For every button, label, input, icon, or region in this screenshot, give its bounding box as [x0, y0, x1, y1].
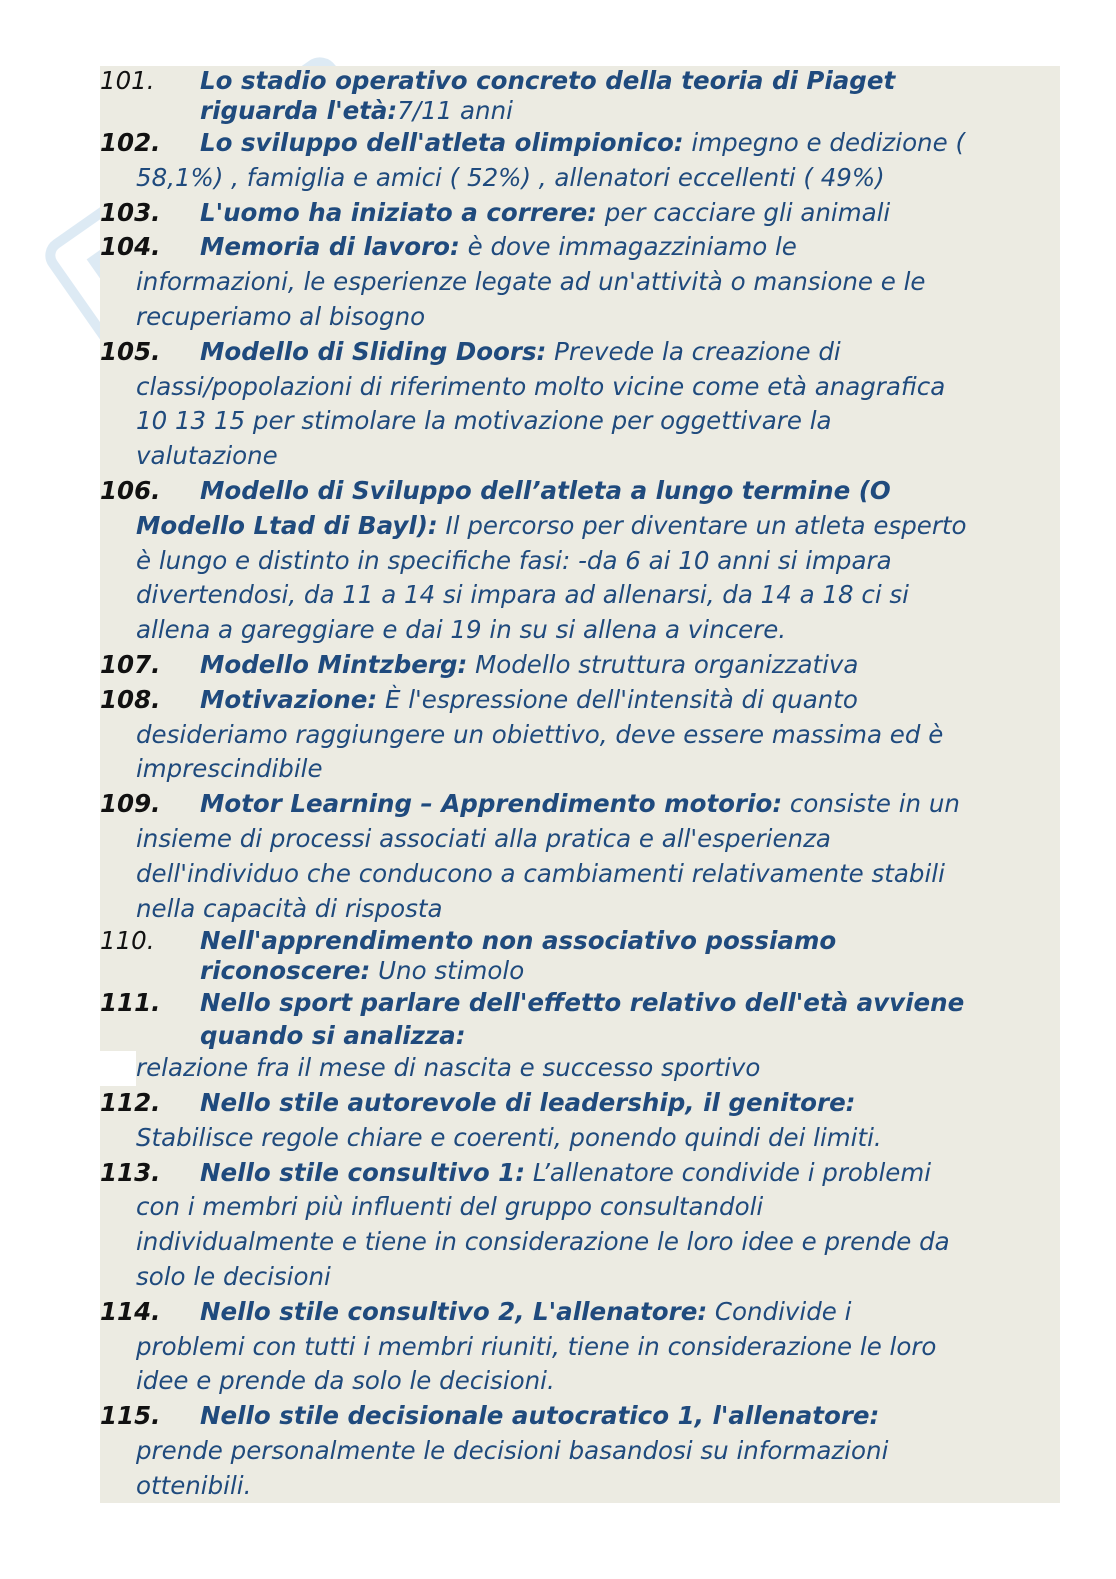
- entry-definition: con i membri più influenti del gruppo consultandoli: [136, 1192, 764, 1222]
- entry-definition: È l'espressione dell'intensità di quanto: [377, 684, 858, 714]
- entry-line: [100, 509, 1060, 544]
- entry-definition: allena a gareggiare e dai 19 in su si allena a vincere.: [136, 615, 787, 645]
- glossary-entry: [100, 1295, 1060, 1399]
- entry-line: [100, 439, 1060, 474]
- entry-line: [100, 857, 1060, 892]
- entry-line: [100, 300, 1060, 335]
- glossary-entry: [100, 1399, 1060, 1503]
- glossary-entry: [100, 683, 1060, 787]
- entry-line: [100, 1021, 1060, 1051]
- entry-line: [100, 956, 1060, 986]
- entry-line: [100, 613, 1060, 648]
- entry-number: 103.: [100, 197, 161, 227]
- entry-definition: Prevede la creazione di: [546, 336, 841, 366]
- entry-definition: recuperiamo al bisogno: [136, 301, 426, 331]
- glossary-entry: [100, 230, 1060, 334]
- entry-line: [100, 1190, 1060, 1225]
- entry-definition: informazioni, le esperienze legate ad un'attività o mansione e le: [136, 267, 926, 297]
- entry-definition: Uno stimolo: [370, 956, 525, 986]
- entry-definition: ottenibili.: [136, 1470, 252, 1500]
- entry-line: [100, 578, 1060, 613]
- entry-line: [100, 161, 1060, 196]
- entry-term: Lo stadio operativo concreto della teoria di Piaget: [200, 66, 896, 95]
- entry-definition: 10 13 15 per stimolare la motivazione per oggettivare la: [136, 406, 832, 436]
- entry-term: Nello stile consultivo 2, L'allenatore:: [200, 1296, 708, 1326]
- glossary-entry: [100, 66, 1060, 126]
- entry-line: [100, 196, 1060, 231]
- entry-definition: desideriamo raggiungere un obiettivo, deve essere massima ed è: [136, 719, 944, 749]
- entry-line: [100, 126, 1060, 161]
- entry-line: [100, 822, 1060, 857]
- entry-definition: L’allenatore condivide i problemi: [525, 1157, 932, 1187]
- glossary-entry: [100, 986, 1060, 1086]
- entry-definition: Stabilisce regole chiare e coerenti, ponendo quindi dei limiti.: [136, 1122, 882, 1152]
- entry-number: 105.: [100, 336, 161, 366]
- entry-line: [100, 1051, 1060, 1086]
- entry-term: Nello stile decisionale autocratico 1, l'allenatore:: [200, 1401, 880, 1431]
- entry-definition: insieme di processi associati alla pratica e all'esperienza: [136, 823, 831, 853]
- entry-number: 111.: [100, 988, 161, 1018]
- entry-definition: impegno e dedizione (: [683, 128, 966, 157]
- entry-definition: 58,1%) , famiglia e amici ( 52%) , allenatori eccellenti ( 49%): [136, 162, 885, 192]
- entry-line: [100, 1121, 1060, 1156]
- glossary-entry: [100, 474, 1060, 648]
- entry-line: [100, 1225, 1060, 1260]
- entry-definition: nella capacità di risposta: [136, 893, 443, 923]
- entry-line: [100, 1434, 1060, 1469]
- entry-number: 110.: [100, 926, 155, 956]
- entry-line: [100, 1330, 1060, 1365]
- entry-number: 113.: [100, 1157, 161, 1187]
- entry-definition: solo le decisioni: [136, 1261, 331, 1291]
- entry-term: Nell'apprendimento non associativo possiamo: [200, 926, 837, 956]
- glossary-entry: [100, 1086, 1060, 1156]
- entry-term: riguarda l'età:: [200, 96, 398, 125]
- entry-line: [100, 544, 1060, 579]
- entry-definition: per cacciare gli animali: [596, 197, 891, 227]
- entry-term: riconoscere:: [200, 956, 371, 986]
- entry-term: quando si analizza:: [200, 1021, 466, 1051]
- entry-line: [100, 335, 1060, 370]
- entry-definition: idee e prende da solo le decisioni.: [136, 1366, 555, 1396]
- entry-definition: è dove immagazziniamo le: [459, 232, 797, 262]
- entry-term: Modello di Sliding Doors:: [200, 336, 547, 366]
- entry-definition: prende personalmente le decisioni basandosi su informazioni: [136, 1435, 889, 1465]
- entry-line: [100, 1399, 1060, 1434]
- entry-definition: consiste in un: [782, 789, 960, 819]
- entry-line: [100, 474, 1060, 509]
- glossary-entry: [100, 648, 1060, 683]
- glossary-entry: [100, 1156, 1060, 1295]
- entry-number: 106.: [100, 475, 161, 505]
- entry-line: [100, 1295, 1060, 1330]
- entry-line: [100, 230, 1060, 265]
- entry-definition: imprescindibile: [136, 754, 323, 784]
- entry-number: 112.: [100, 1087, 161, 1117]
- entry-term: Nello stile autorevole di leadership, il genitore:: [200, 1087, 856, 1117]
- entry-number: 115.: [100, 1401, 161, 1431]
- entry-term: Modello Ltad di Bayl):: [136, 510, 438, 540]
- entry-definition: Condivide i: [707, 1296, 852, 1326]
- entry-line: [100, 926, 1060, 956]
- entry-definition: divertendosi, da 11 a 14 si impara ad allenarsi, da 14 a 18 ci si: [136, 580, 909, 610]
- entry-line: [100, 752, 1060, 787]
- entry-number: 109.: [100, 789, 161, 819]
- entry-number: 101.: [100, 66, 155, 95]
- document-page: [100, 66, 1060, 1503]
- entry-definition: individualmente e tiene in considerazione le loro idee e prende da: [136, 1227, 950, 1257]
- entry-term: Modello di Sviluppo dell’atleta a lungo termine (O: [200, 475, 891, 505]
- glossary-entry: [100, 335, 1060, 474]
- entry-line: [100, 1260, 1060, 1295]
- entry-line: [100, 986, 1060, 1021]
- glossary-entry: [100, 196, 1060, 231]
- entry-line: [100, 892, 1060, 927]
- entry-definition: valutazione: [136, 441, 278, 471]
- entry-line: [100, 718, 1060, 753]
- entry-term: Nello sport parlare dell'effetto relativo dell'età avviene: [200, 988, 965, 1018]
- entry-term: Modello Mintzberg:: [200, 649, 468, 679]
- entry-line: [100, 96, 1060, 126]
- entry-definition: 7/11 anni: [397, 96, 513, 125]
- glossary-entry: [100, 126, 1060, 196]
- entry-line: [100, 404, 1060, 439]
- entry-definition: è lungo e distinto in specifiche fasi: -da 6 ai 10 anni si impara: [136, 545, 892, 575]
- entry-term: Nello stile consultivo 1:: [200, 1157, 526, 1187]
- entry-line: [100, 1364, 1060, 1399]
- entry-line: [100, 787, 1060, 822]
- entry-term: Motivazione:: [200, 684, 378, 714]
- entry-number: 108.: [100, 684, 161, 714]
- entry-number: 102.: [100, 128, 161, 157]
- entry-definition: Modello struttura organizzativa: [467, 649, 859, 679]
- entry-line: [100, 1086, 1060, 1121]
- entry-term: L'uomo ha iniziato a correre:: [200, 197, 597, 227]
- entry-number: 107.: [100, 649, 161, 679]
- entry-term: Motor Learning – Apprendimento motorio:: [200, 789, 783, 819]
- entry-line: [100, 265, 1060, 300]
- entry-line: [100, 66, 1060, 96]
- glossary-entry: [100, 926, 1060, 986]
- entry-line: [100, 648, 1060, 683]
- entry-term: Lo sviluppo dell'atleta olimpionico:: [200, 128, 684, 157]
- entry-definition: dell'individuo che conducono a cambiamenti relativamente stabili: [136, 858, 945, 888]
- glossary-entry: [100, 787, 1060, 926]
- entry-line: [100, 683, 1060, 718]
- entry-number: 104.: [100, 232, 161, 262]
- entry-definition: problemi con tutti i membri riuniti, tiene in considerazione le loro: [136, 1331, 937, 1361]
- entry-definition: Il percorso per diventare un atleta esperto: [437, 510, 967, 540]
- entry-definition: relazione fra il mese di nascita e successo sportivo: [136, 1053, 761, 1083]
- entry-term: Memoria di lavoro:: [200, 232, 460, 262]
- entry-line: [100, 1156, 1060, 1191]
- entry-number: 114.: [100, 1296, 161, 1326]
- entry-line: [100, 1469, 1060, 1504]
- entry-definition: classi/popolazioni di riferimento molto vicine come età anagrafica: [136, 371, 946, 401]
- entry-line: [100, 370, 1060, 405]
